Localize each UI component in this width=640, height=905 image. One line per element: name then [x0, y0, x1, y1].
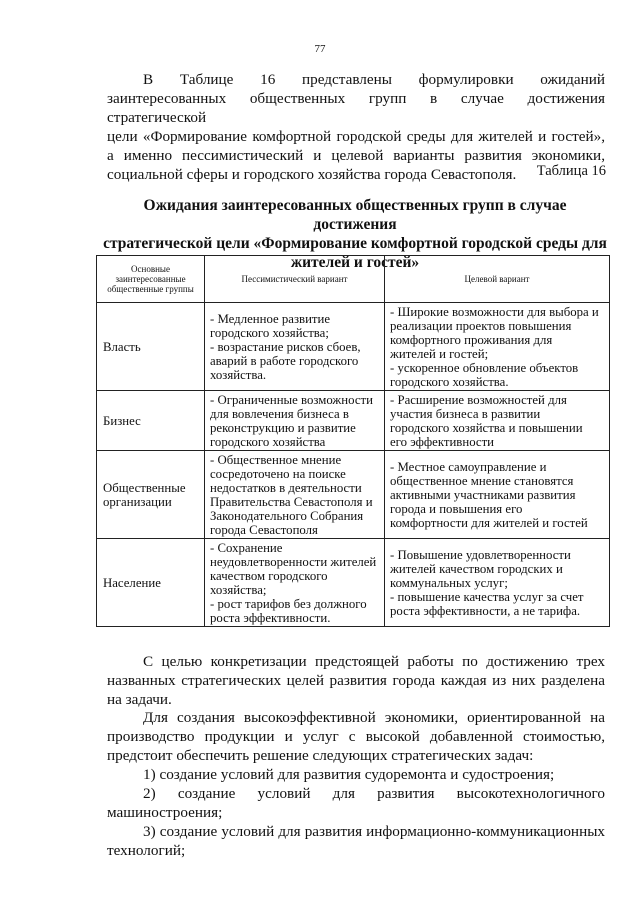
intro-line: заинтересованных общественных групп в случае достижения стратегической: [107, 90, 605, 126]
intro-line: цели «Формирование комфортной городской среды для жителей и гостей»,: [107, 128, 605, 145]
target-cell: - Местное самоуправление и общественное мнение становятся активными участниками развития города и повышения его комфортности для жителей и гостей: [385, 451, 610, 539]
expectations-table: [96, 255, 610, 627]
intro-line: а именно пессимистический и целевой варианты развития экономики,: [107, 147, 605, 164]
table-title-line: Ожидания заинтересованных общественных групп в случае достижения: [143, 197, 567, 233]
header-groups: Основные заинтересованные общественные группы: [97, 256, 205, 303]
paragraph-line: Для создания высокоэффективной экономики, ориентированной на: [143, 709, 605, 726]
table-row: [97, 391, 610, 451]
target-cell: - Широкие возможности для выбора и реализации проектов повышения комфортного проживания для жителей и гостей; - ускоренное обновление объектов городского хозяйства.: [385, 303, 610, 391]
intro-paragraph: [107, 70, 605, 184]
group-cell: Общественные организации: [97, 451, 205, 539]
header-pessimistic: Пессимистический вариант: [205, 256, 385, 303]
list-item: 3) создание условий для развития информационно-коммуникационных: [143, 823, 605, 840]
group-cell: Население: [97, 539, 205, 627]
table-label: Таблица 16: [536, 163, 606, 179]
target-cell: - Расширение возможностей для участия бизнеса в развитии городского хозяйства и повышении его эффективности: [385, 391, 610, 451]
table-title-line: стратегической цели «Формирование комфортной городской среды для: [103, 235, 607, 252]
pessimistic-cell: - Медленное развитие городского хозяйства; - возрастание рисков сбоев, аварий в работе городского хозяйства.: [205, 303, 385, 391]
table-row: [97, 303, 610, 391]
table-header-row: [97, 256, 610, 303]
target-cell: - Повышение удовлетворенности жителей качеством городских и коммунальных услуг; - повышение качества услуг за счет роста эффективности, а не тарифа.: [385, 539, 610, 627]
table-title-line: жителей и гостей»: [290, 254, 420, 271]
paragraph-line: названных стратегических целей развития города каждая из них разделена: [107, 672, 605, 689]
conclusion-paragraph: [107, 652, 605, 709]
tasks-paragraph: [107, 708, 605, 765]
list-item-continuation: машиностроения;: [107, 804, 223, 821]
paragraph-line: предстоит обеспечить решение следующих стратегических задач:: [107, 747, 534, 764]
table-row: [97, 539, 610, 627]
page-number: 77: [314, 43, 326, 55]
group-cell: Бизнес: [97, 391, 205, 451]
header-target: Целевой вариант: [385, 256, 610, 303]
paragraph-line: производство продукции и услуг с высокой добавленной стоимостью,: [107, 728, 605, 745]
group-cell: Власть: [97, 303, 205, 391]
pessimistic-cell: - Сохранение неудовлетворенности жителей качеством городского хозяйства; - рост тарифов без должного роста эффективности.: [205, 539, 385, 627]
list-item-continuation: технологий;: [107, 842, 186, 859]
tasks-list: [107, 765, 605, 860]
intro-line: социальной сферы и городского хозяйства города Севастополя.: [107, 166, 517, 183]
pessimistic-cell: - Ограниченные возможности для вовлечения бизнеса в реконструкцию и развитие городского хозяйства: [205, 391, 385, 451]
paragraph-line: С целью конкретизации предстоящей работы по достижению трех: [143, 653, 605, 670]
list-item: 2) создание условий для развития высокотехнологичного: [143, 785, 605, 802]
list-item: 1) создание условий для развития судоремонта и судостроения;: [143, 766, 555, 783]
intro-line: В Таблице 16 представлены формулировки ожиданий: [143, 71, 605, 88]
table-row: [97, 451, 610, 539]
paragraph-line: на задачи.: [107, 691, 172, 708]
pessimistic-cell: - Общественное мнение сосредоточено на поиске недостатков в деятельности Правительства Севастополя и Законодательного Собрания города Севастополя: [205, 451, 385, 539]
